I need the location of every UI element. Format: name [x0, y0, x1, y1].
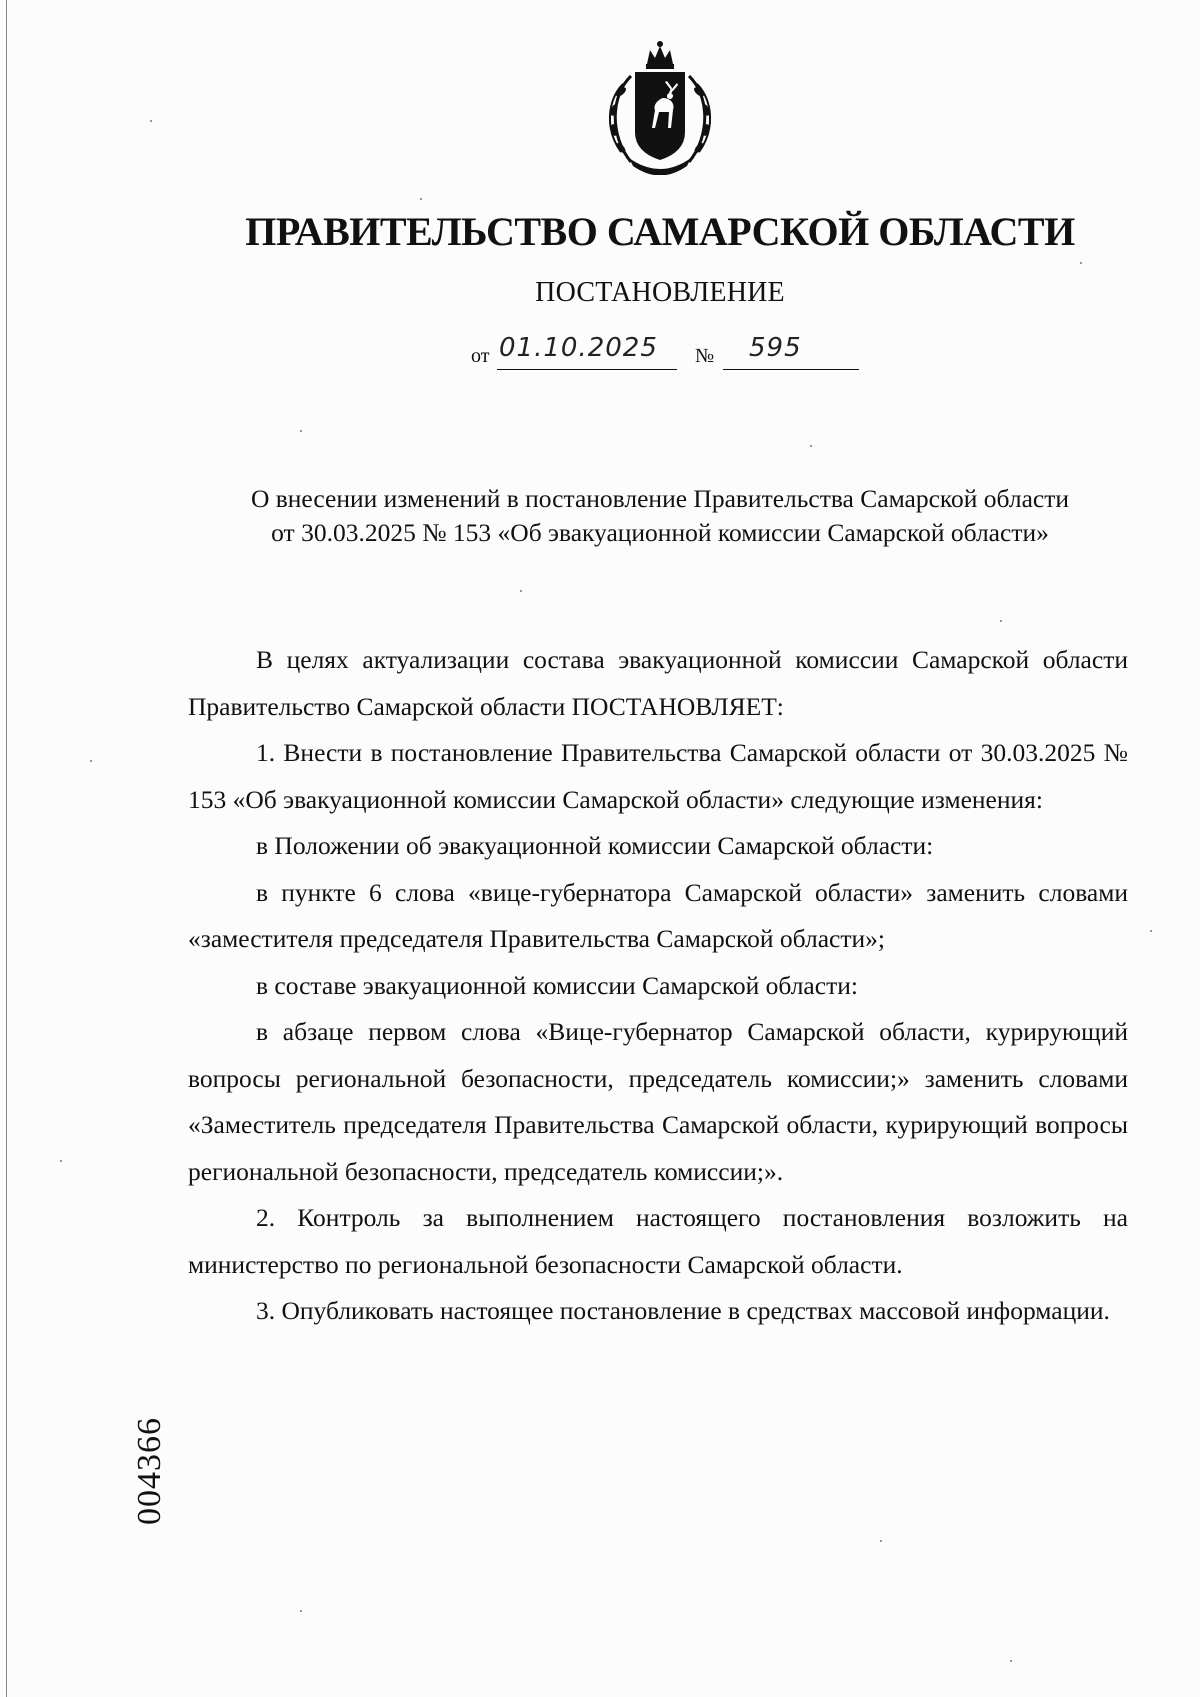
- paragraph: в составе эвакуационной комиссии Самарской области:: [256, 970, 858, 1000]
- date-value: 01.10.2025: [499, 333, 658, 363]
- paragraph: В целях актуализации состава эвакуационной комиссии Самарской области Правительство Самарской области ПОСТАНОВЛЯЕТ:: [188, 645, 1128, 721]
- scan-speck: [1080, 262, 1082, 264]
- scan-speck: [880, 1540, 882, 1542]
- paragraph: 2. Контроль за выполнением настоящего постановления возложить на министерство по региональной безопасности Самарской области.: [188, 1203, 1128, 1279]
- scan-speck: [1150, 930, 1152, 932]
- number-prefix: №: [695, 345, 715, 367]
- scan-speck: [1000, 620, 1002, 622]
- scan-speck: [300, 430, 302, 432]
- paragraph: 3. Опубликовать настоящее постановление в средствах массовой информации.: [256, 1296, 1110, 1325]
- scan-speck: [60, 1160, 62, 1162]
- scan-speck: [90, 760, 92, 762]
- paragraph: в пункте 6 слова «вице-губернатора Самарской области» заменить словами «заместителя председателя Правительства Самарской области»;: [188, 877, 1128, 953]
- coat-of-arms-icon: [601, 40, 719, 175]
- scan-speck: [520, 590, 522, 592]
- scan-speck: [420, 198, 422, 200]
- registration-stamp-number: 004366: [131, 1417, 168, 1525]
- scan-speck: [300, 1610, 302, 1612]
- scan-speck: [1010, 1660, 1012, 1662]
- scan-speck: [150, 120, 152, 122]
- government-title: ПРАВИТЕЛЬСТВО САМАРСКОЙ ОБЛАСТИ: [245, 209, 1075, 254]
- document-type: ПОСТАНОВЛЕНИЕ: [535, 277, 785, 308]
- date-underline: [497, 369, 677, 370]
- paragraph: в абзаце первом слова «Вице-губернатор Самарской области, курирующий вопросы региональной безопасности, председатель комиссии;» заменить словами «Заместитель председателя Правительства Самарской области, курирующий вопросы региональной безопасности, председатель комиссии;».: [188, 1017, 1128, 1186]
- number-value: 595: [749, 333, 802, 363]
- paragraph: в Положении об эвакуационной комиссии Самарской области:: [256, 831, 934, 860]
- document-body: [188, 637, 1128, 1335]
- scan-speck: [810, 445, 812, 447]
- subject-line: О внесении изменений в постановление Правительства Самарской области: [250, 484, 1070, 513]
- paragraph: 1. Внести в постановление Правительства Самарской области от 30.03.2025 № 153 «Об эвакуационной комиссии Самарской области» следующие изменения:: [188, 738, 1128, 814]
- subject-line: от 30.03.2025 № 153 «Об эвакуационной комиссии Самарской области»: [271, 518, 1049, 547]
- document-subject: [150, 482, 1170, 550]
- date-prefix: от: [471, 345, 490, 367]
- number-underline: [723, 369, 859, 370]
